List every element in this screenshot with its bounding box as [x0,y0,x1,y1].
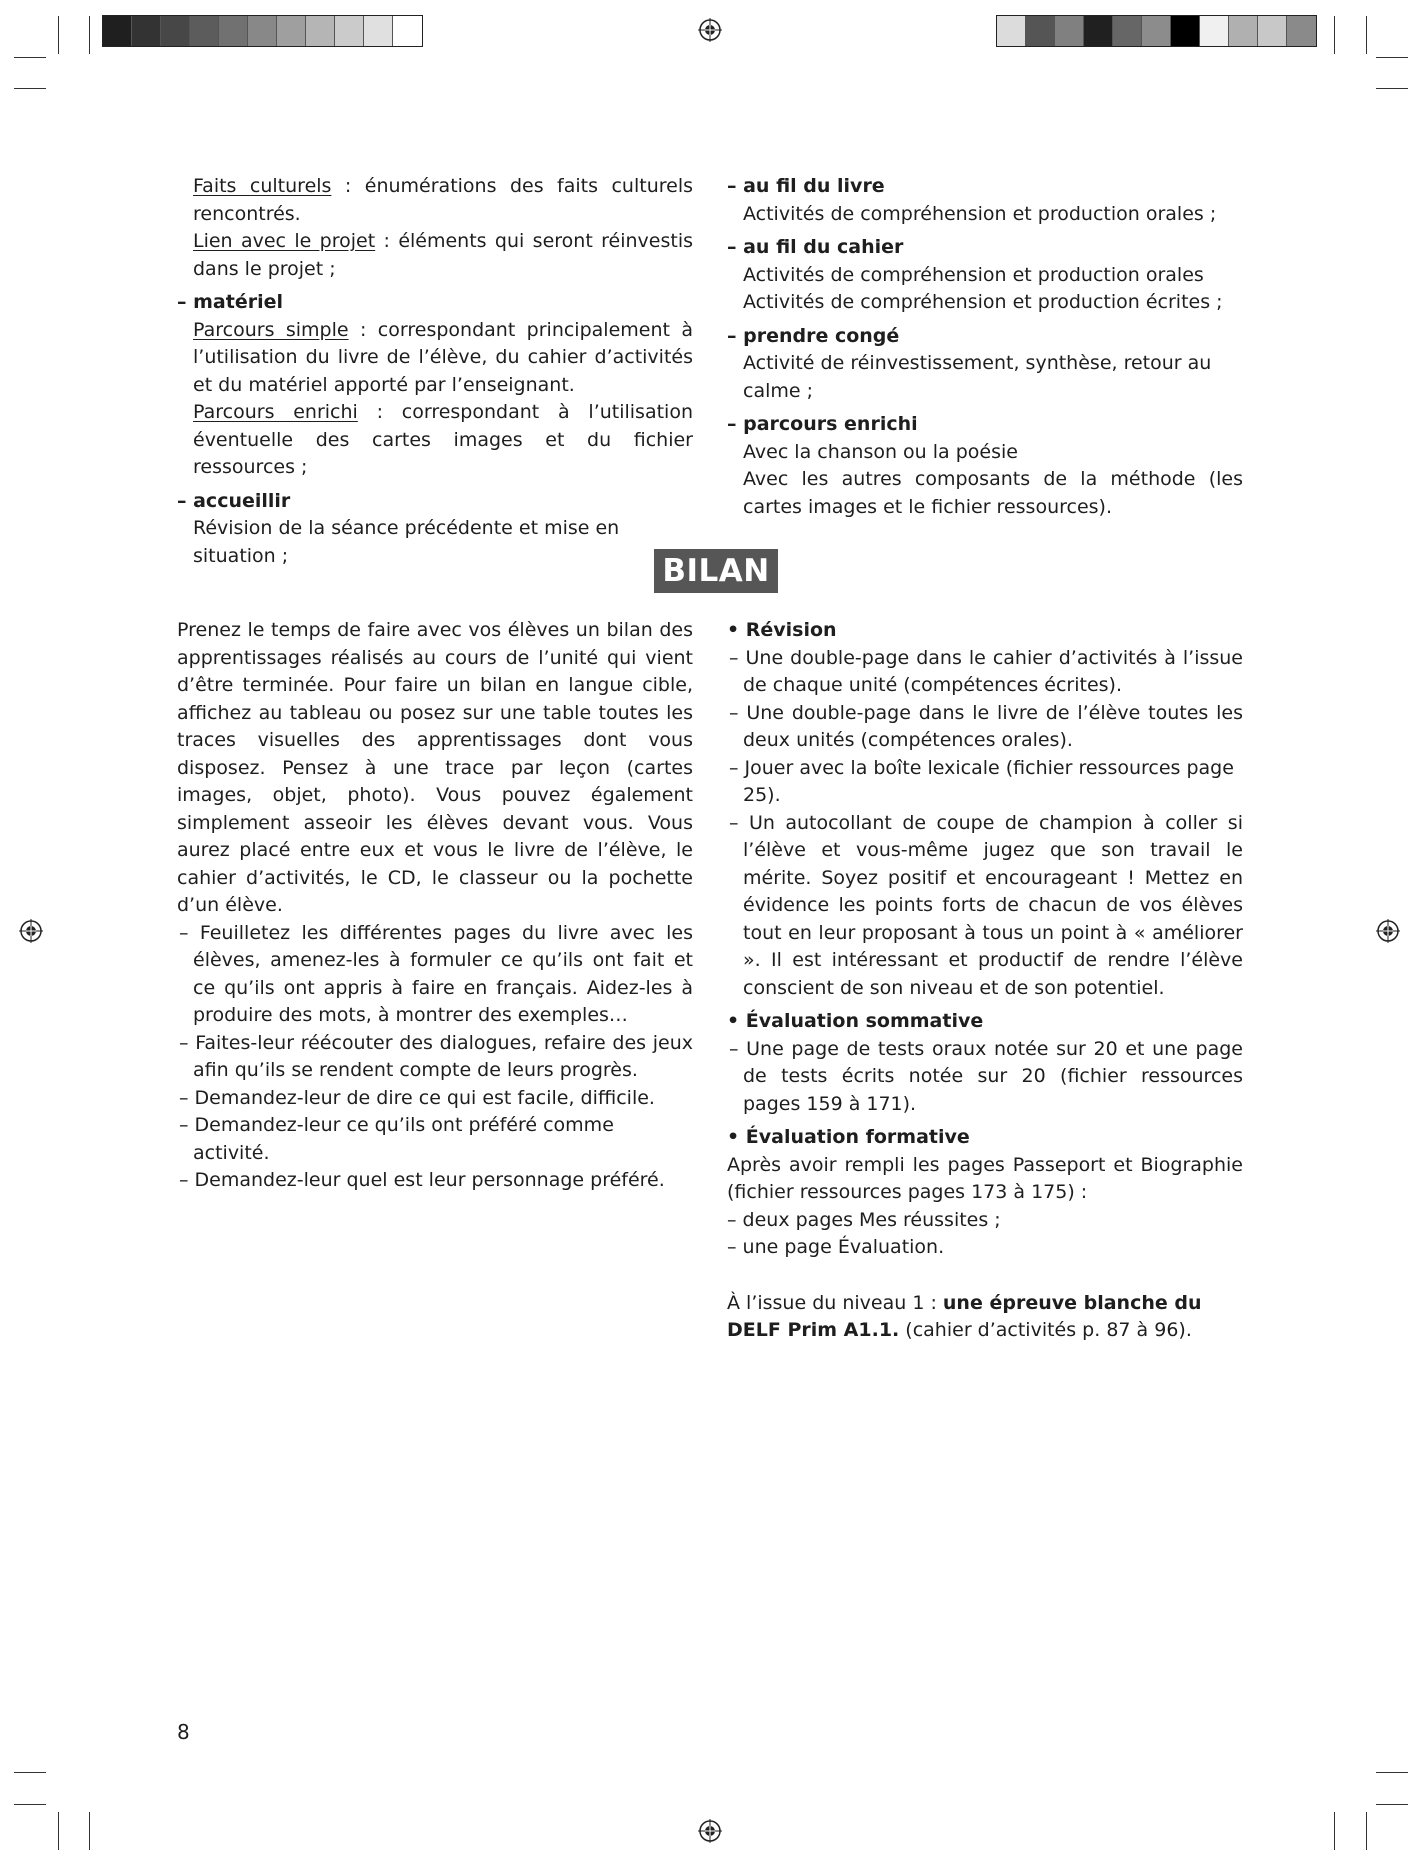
crop-mark [89,1812,90,1850]
page-number: 8 [177,1720,190,1744]
parcours-enrichi-label: Parcours enrichi [193,401,358,423]
color-swatch [1287,16,1316,46]
registration-target-icon [19,919,43,943]
faits-culturels-paragraph [177,173,693,228]
crop-mark [89,16,90,54]
formative-heading: • Évaluation formative [727,1126,970,1148]
list-item: – Demandez-leur ce qu’ils ont préféré comme activité. [179,1114,614,1164]
faits-culturels-label: Faits culturels [193,175,332,197]
list-item: – Une double-page dans le cahier d’activités à l’issue de chaque unité (compétences écrites). [729,646,1243,696]
crop-mark [1366,1812,1367,1850]
color-swatch [1026,16,1055,46]
revision-heading: • Révision [727,619,837,641]
registration-target-icon [698,1819,722,1843]
registration-target-icon [1376,919,1400,943]
color-swatch [1142,16,1171,46]
list-item: – Une double-page dans le livre de l’élève toutes les deux unités (compétences orales). [729,701,1243,751]
list-item: – Un autocollant de coupe de champion à coller si l’élève et vous-même jugez que son travail le mérite. Soyez positif et encourageant ! Mettez en évidence les points forts de chacun de vos élèves tout en leur proposant à tous un point à « améliorer ». Il est intéressant et productif de rendre l’élève conscient de son niveau et de son potentiel. [729,811,1243,999]
list-item: – Demandez-leur quel est leur personnage préféré. [179,1169,665,1191]
color-swatch [277,16,306,46]
color-swatch [335,16,364,46]
list-item: – Faites-leur réécouter des dialogues, refaire des jeux afin qu’ils se rendent compte de leurs progrès. [179,1031,693,1081]
niveau-paragraph [727,1290,1243,1345]
parcours-simple-label: Parcours simple [193,318,349,341]
crop-mark [58,16,59,54]
accueillir-text: Révision de la séance précédente et mise en situation ; [193,517,620,567]
parcours-simple-paragraph [177,317,693,400]
color-swatch [1084,16,1113,46]
fil-livre-heading: – au fil du livre [727,175,885,197]
color-bar-left [102,15,423,47]
top-left-column [177,173,693,570]
parcours-simple-text: : correspondant principalement à l’utilisation du livre de l’élève, du cahier d’activités et du matériel apporté par l’enseignant. [193,318,694,396]
parcours-enrichi-paragraph [177,399,693,482]
sommative-heading: • Évaluation sommative [727,1010,984,1032]
color-swatch [1113,16,1142,46]
color-swatch [306,16,335,46]
color-swatch [161,16,190,46]
color-swatch [364,16,393,46]
parcours-enrichi-text: : correspondant à l’utilisation éventuelle des cartes images et du fichier ressources ; [193,401,693,478]
crop-mark [1376,88,1408,89]
fil-cahier-text: Activités de compréhension et production orales [743,263,1204,286]
top-right-column [727,173,1243,521]
crop-mark [14,1772,46,1773]
list-item: – Jouer avec la boîte lexicale (fichier ressources page 25). [729,756,1234,806]
color-swatch [1171,16,1200,46]
crop-mark [14,88,46,89]
fil-livre-text: Activités de compréhension et production orales ; [743,202,1217,225]
crop-mark [1376,1804,1408,1805]
crop-mark [14,57,46,58]
color-swatch [1055,16,1084,46]
list-item: – Demandez-leur de dire ce qui est facile, difficile. [179,1086,655,1109]
color-swatch [1200,16,1229,46]
niveau-bold: une épreuve blanche du DELF Prim A1.1. [727,1291,1202,1341]
niveau-suffix: (cahier d’activités p. 87 à 96). [899,1319,1192,1341]
color-swatch [248,16,277,46]
lien-projet-paragraph [177,228,693,283]
color-swatch [1229,16,1258,46]
fil-cahier-heading: – au fil du cahier [727,236,904,258]
crop-mark [1376,57,1408,58]
formative-text: Après avoir rempli les pages Passeport et Biographie (fichier ressources pages 173 à 175) : [727,1153,1243,1203]
lien-projet-text: : éléments qui seront réinvestis dans le projet ; [193,230,693,280]
color-swatch [103,16,132,46]
materiel-heading: – matériel [177,291,283,313]
color-swatch [1258,16,1287,46]
parcours-enrichi-text: Avec la chanson ou la poésie [743,440,1018,463]
color-bar-right [996,15,1317,47]
color-swatch [393,16,422,46]
accueillir-heading: – accueillir [177,489,291,512]
crop-mark [58,1812,59,1850]
color-swatch [190,16,219,46]
conge-heading: – prendre congé [727,324,900,347]
crop-mark [14,1804,46,1805]
lien-projet-label: Lien avec le projet [193,230,376,252]
list-item: – deux pages Mes réussites ; [727,1208,1001,1231]
fil-cahier-text: Activités de compréhension et production écrites ; [743,291,1223,313]
color-swatch [219,16,248,46]
crop-mark [1334,1812,1335,1850]
niveau-prefix: À l’issue du niveau 1 : [727,1291,943,1314]
crop-mark [1376,1772,1408,1773]
list-item: – Feuilletez les différentes pages du livre avec les élèves, amenez-les à formuler ce qu’ils ont fait et ce qu’ils ont appris à faire en français. Aidez-les à produire des mots, à montrer des exemples… [179,921,693,1026]
color-swatch [997,16,1026,46]
list-item: – une page Évaluation. [727,1236,945,1258]
bilan-title: BILAN [654,549,778,593]
list-item: – Une page de tests oraux notée sur 20 et une page de tests écrits notée sur 20 (fichier ressources pages 159 à 171). [729,1037,1243,1115]
bilan-intro: Prenez le temps de faire avec vos élèves un bilan des apprentissages réalisés au cours de l’unité qui vient d’être terminée. Pour faire un bilan en langue cible, affichez au tableau ou posez sur une table toutes les traces visuelles des apprentissages dont vous disposez. Pensez à une trace par leçon (cartes images, objet, photo). Vous pouvez également simplement asseoir les élèves devant vous. Vous aurez placé entre eux et vous le livre de l’élève, le cahier d’activités, le CD, le classeur ou la pochette d’un élève. [177,619,693,916]
conge-text: Activité de réinvestissement, synthèse, retour au calme ; [743,352,1212,402]
registration-target-icon [698,18,722,42]
faits-culturels-text: : énumérations des faits culturels rencontrés. [193,175,693,225]
crop-mark [1334,16,1335,54]
parcours-enrichi-heading: – parcours enrichi [727,413,918,435]
bilan-left-column [177,617,693,1195]
bilan-right-column [727,617,1243,1345]
color-swatch [132,16,161,46]
crop-mark [1366,16,1367,54]
parcours-enrichi-text: Avec les autres composants de la méthode (les cartes images et le fichier ressources). [743,468,1243,518]
